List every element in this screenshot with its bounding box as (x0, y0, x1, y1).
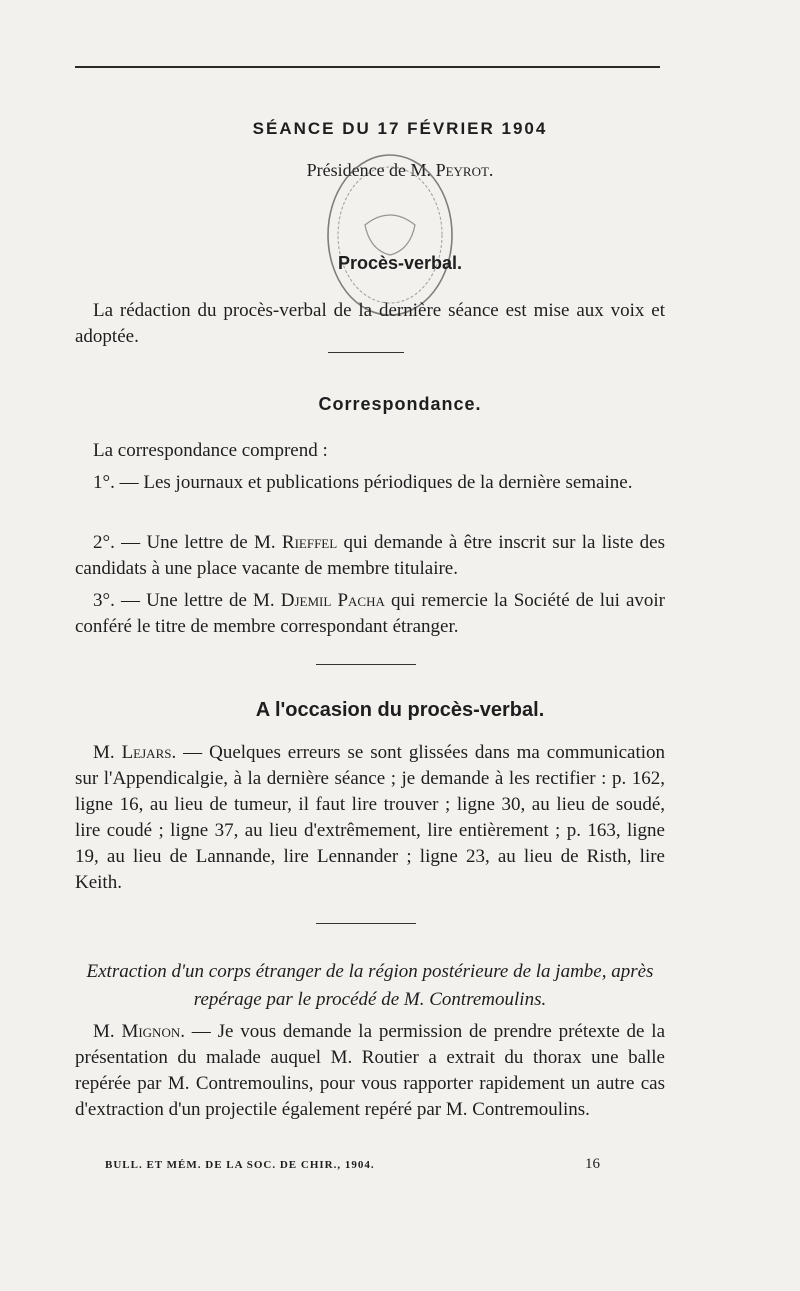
correspondance-item (75, 588, 665, 640)
occasion-text (75, 740, 665, 896)
item-number: 2°. (93, 532, 115, 553)
top-rule (75, 66, 660, 68)
item-person-name: Djemil Pacha (280, 590, 385, 611)
separator-rule (316, 664, 416, 665)
speaker-name: M. Mignon. (93, 1021, 185, 1042)
item-number: 1°. (93, 472, 115, 493)
footer-journal: BULL. ET MÉM. DE LA SOC. DE CHIR., 1904. (105, 1159, 375, 1171)
occasion-body: — Quelques erreurs se sont glissées dans ma communication sur l'Appendicalgie, à la dernière séance ; je demande à les rectifier : p. 162, ligne 16, au lieu de tumeur, il faut lire trouver ; ligne 30, au lieu de soudé, lire coudé ; ligne 37, au lieu d'extrêmement, lire entièrement ; p. 163, ligne 19, au lieu de Lannande, lire Lennander ; ligne 23, au lieu de Risth, lire Keith. (75, 742, 665, 893)
proces-verbal-text: La rédaction du procès-verbal de la dernière séance est mise aux voix et adoptée. (75, 300, 665, 347)
correspondance-intro: La correspondance comprend : (93, 440, 328, 461)
item-text-after: qui demande à être inscrit sur la liste des candidats à une place vacante de membre titulaire. (75, 532, 665, 579)
occasion-title: A l'occasion du procès-verbal. (255, 699, 545, 721)
item-number: 3°. (93, 590, 115, 611)
correspondance-title: Correspondance. (318, 394, 482, 414)
speaker-name: M. Lejars. (93, 742, 177, 763)
correspondance-item (75, 530, 665, 582)
correspondance-item (75, 470, 665, 496)
separator-rule (316, 923, 416, 924)
extraction-text (75, 1019, 665, 1123)
extraction-body: — Je vous demande la permission de prendre prétexte de la présentation du malade auquel M. Routier a extrait du thorax une balle repérée par M. Contremoulins, pour vous rapporter rapidement un autre cas d'extraction d'un projectile également repéré par M. Contremoulins. (75, 1021, 666, 1120)
item-person-name: Rieffel (281, 532, 338, 553)
item-text-before: — Une lettre de M. (120, 590, 281, 611)
proces-verbal-title: Procès-verbal. (337, 253, 463, 273)
item-text-before: — Une lettre de M. (121, 532, 282, 553)
footer-page-number: 16 (585, 1156, 600, 1172)
presidence-prefix: Présidence de M. (306, 160, 436, 180)
session-header: SÉANCE DU 17 FÉVRIER 1904 (252, 119, 548, 138)
president-name: Peyrot. (435, 160, 494, 180)
extraction-title: Extraction d'un corps étranger de la région postérieure de la jambe, après repérage par le procédé de M. Contremoulins. (86, 961, 654, 1010)
item-text-after: qui remercie la Société de lui avoir conféré le titre de membre correspondant étranger. (75, 590, 665, 637)
separator-rule (328, 352, 404, 353)
item-text: — Les journaux et publications périodiques de la dernière semaine. (119, 472, 633, 493)
